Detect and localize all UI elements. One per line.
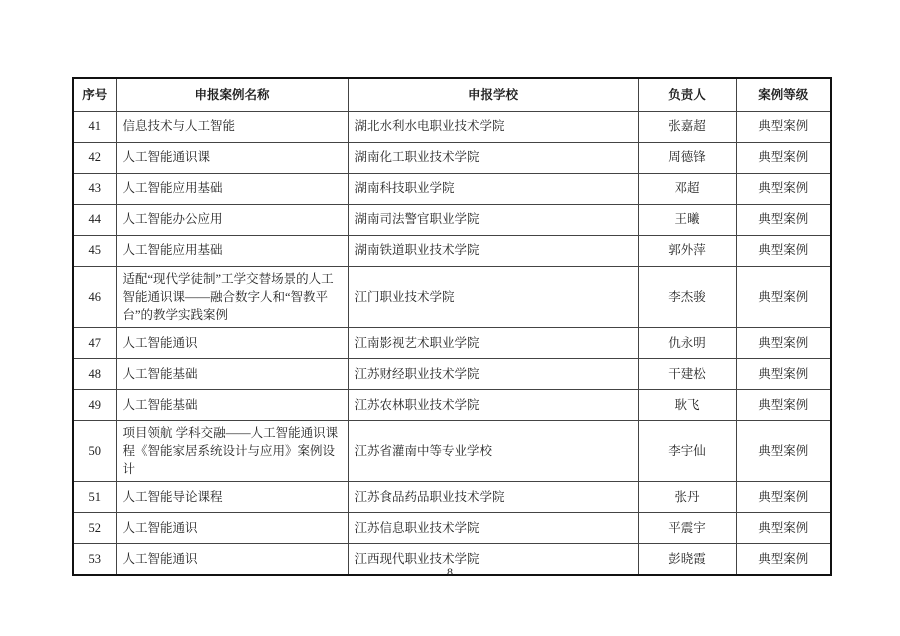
cell-case-number: 51	[73, 482, 116, 513]
cell-case-level: 典型案例	[736, 420, 831, 481]
cell-case-number: 48	[73, 358, 116, 389]
cell-leader: 李杰骏	[638, 266, 736, 327]
cell-case-name: 人工智能办公应用	[116, 204, 348, 235]
cell-case-name: 人工智能通识课	[116, 142, 348, 173]
table-body	[73, 111, 831, 575]
table-row	[73, 327, 831, 358]
table-row	[73, 235, 831, 266]
cell-case-level: 典型案例	[736, 389, 831, 420]
cell-leader: 邓超	[638, 173, 736, 204]
table-row	[73, 173, 831, 204]
cell-case-level: 典型案例	[736, 513, 831, 544]
cell-school: 湖南化工职业技术学院	[348, 142, 638, 173]
cell-case-level: 典型案例	[736, 327, 831, 358]
cell-case-number: 47	[73, 327, 116, 358]
cell-school: 江门职业技术学院	[348, 266, 638, 327]
cell-case-name: 人工智能通识	[116, 327, 348, 358]
cell-case-name: 适配“现代学徒制”工学交替场景的人工智能通识课——融合数字人和“智教平台”的教学实践案例	[116, 266, 348, 327]
header-cell-level: 案例等级	[736, 78, 831, 111]
cell-case-number: 42	[73, 142, 116, 173]
table-row	[73, 513, 831, 544]
cell-school: 湖北水利水电职业技术学院	[348, 111, 638, 142]
cell-leader: 张嘉超	[638, 111, 736, 142]
cell-case-number: 43	[73, 173, 116, 204]
cell-school: 湖南科技职业学院	[348, 173, 638, 204]
cell-leader: 彭晓霞	[638, 544, 736, 575]
table-row	[73, 482, 831, 513]
cell-leader: 仇永明	[638, 327, 736, 358]
cell-case-name: 信息技术与人工智能	[116, 111, 348, 142]
table-row	[73, 111, 831, 142]
cell-case-name: 人工智能导论课程	[116, 482, 348, 513]
cell-case-level: 典型案例	[736, 482, 831, 513]
cell-school: 江苏财经职业技术学院	[348, 358, 638, 389]
cell-case-number: 52	[73, 513, 116, 544]
cell-school: 江苏省灌南中等专业学校	[348, 420, 638, 481]
cell-case-number: 49	[73, 389, 116, 420]
cell-case-name: 人工智能基础	[116, 358, 348, 389]
cell-leader: 王曦	[638, 204, 736, 235]
cell-leader: 郭外萍	[638, 235, 736, 266]
table-row	[73, 204, 831, 235]
table-row	[73, 142, 831, 173]
cell-school: 江苏食品药品职业技术学院	[348, 482, 638, 513]
cell-case-name: 人工智能应用基础	[116, 235, 348, 266]
page-number: 8	[447, 565, 453, 579]
table-row	[73, 358, 831, 389]
cell-school: 江苏信息职业技术学院	[348, 513, 638, 544]
cell-case-number: 44	[73, 204, 116, 235]
table-row	[73, 389, 831, 420]
cell-case-number: 41	[73, 111, 116, 142]
cell-school: 湖南铁道职业技术学院	[348, 235, 638, 266]
cell-case-level: 典型案例	[736, 111, 831, 142]
cell-case-level: 典型案例	[736, 204, 831, 235]
cell-case-name: 人工智能通识	[116, 513, 348, 544]
cell-case-level: 典型案例	[736, 235, 831, 266]
cell-school: 江南影视艺术职业学院	[348, 327, 638, 358]
cell-case-number: 50	[73, 420, 116, 481]
cell-case-number: 53	[73, 544, 116, 575]
cell-leader: 李宇仙	[638, 420, 736, 481]
cell-case-name: 人工智能基础	[116, 389, 348, 420]
cell-case-name: 项目领航 学科交融——人工智能通识课程《智能家居系统设计与应用》案例设计	[116, 420, 348, 481]
cell-school: 江苏农林职业技术学院	[348, 389, 638, 420]
cell-case-number: 45	[73, 235, 116, 266]
table-row	[73, 420, 831, 481]
header-cell-leader: 负责人	[638, 78, 736, 111]
cell-case-level: 典型案例	[736, 544, 831, 575]
case-list-table	[72, 77, 832, 576]
cell-leader: 干建松	[638, 358, 736, 389]
header-cell-no: 序号	[73, 78, 116, 111]
cell-case-level: 典型案例	[736, 173, 831, 204]
table-row	[73, 266, 831, 327]
header-cell-name: 申报案例名称	[116, 78, 348, 111]
cell-school: 江西现代职业技术学院	[348, 544, 638, 575]
cell-case-level: 典型案例	[736, 358, 831, 389]
cell-leader: 平震宇	[638, 513, 736, 544]
cell-case-level: 典型案例	[736, 266, 831, 327]
cell-case-level: 典型案例	[736, 142, 831, 173]
cell-case-name: 人工智能应用基础	[116, 173, 348, 204]
header-cell-school: 申报学校	[348, 78, 638, 111]
cell-case-number: 46	[73, 266, 116, 327]
cell-leader: 周德锋	[638, 142, 736, 173]
cell-leader: 张丹	[638, 482, 736, 513]
cell-case-name: 人工智能通识	[116, 544, 348, 575]
table-header-row	[73, 78, 831, 111]
cell-leader: 耿飞	[638, 389, 736, 420]
cell-school: 湖南司法警官职业学院	[348, 204, 638, 235]
